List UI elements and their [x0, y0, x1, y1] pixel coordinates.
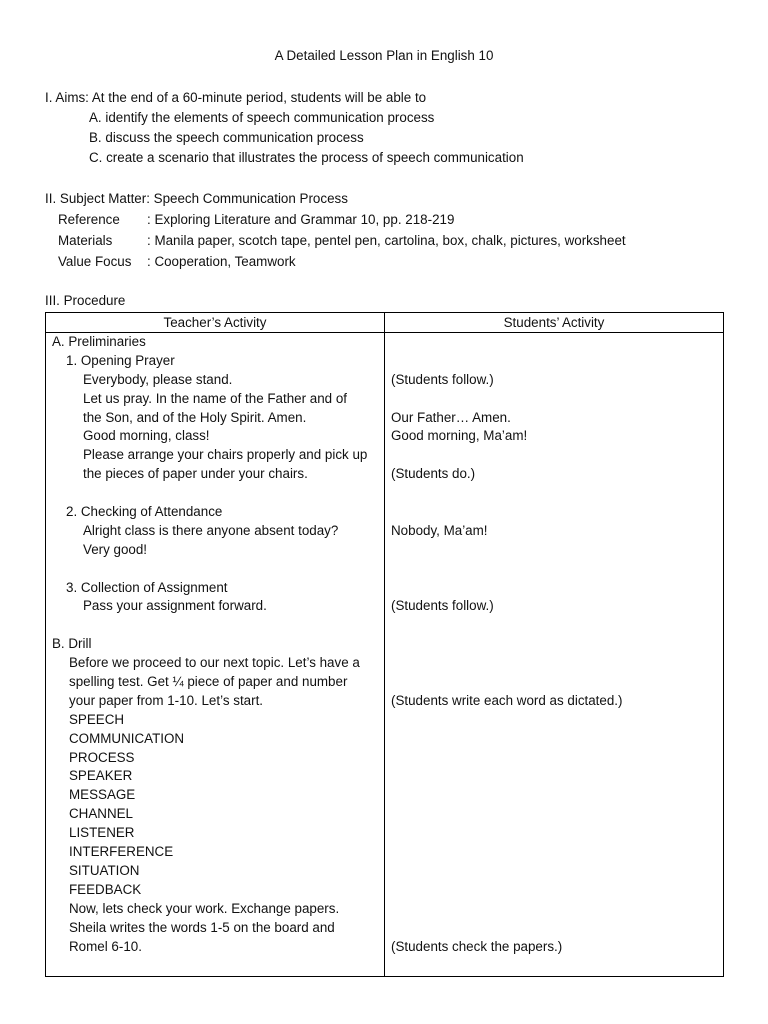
- teacher-line: [46, 560, 384, 579]
- students-line: [385, 824, 723, 843]
- students-line: [385, 730, 723, 749]
- teacher-line: CHANNEL: [69, 806, 133, 822]
- teacher-line: Sheila writes the words 1-5 on the board and: [69, 919, 335, 935]
- students-activity-column: [385, 333, 724, 977]
- students-line: [385, 484, 723, 503]
- procedure-heading: III. Procedure: [45, 293, 126, 308]
- students-line: [385, 749, 723, 768]
- aims-section: [45, 88, 524, 168]
- teacher-line: SPEECH: [69, 711, 125, 727]
- aim-item-b: B. discuss the speech communication process: [89, 130, 364, 145]
- students-line: [385, 881, 723, 900]
- teacher-line: 1. Opening Prayer: [66, 352, 175, 368]
- students-line: [385, 616, 723, 635]
- subject-matter-heading: II. Subject Matter: Speech Communication Process: [45, 191, 348, 206]
- students-line: (Students check the papers.): [391, 938, 563, 954]
- teacher-line: Pass your assignment forward.: [83, 598, 267, 614]
- students-line: [385, 541, 723, 560]
- document-title: A Detailed Lesson Plan in English 10: [274, 48, 494, 63]
- students-line: [385, 919, 723, 938]
- teacher-line: Let us pray. In the name of the Father and of: [83, 390, 348, 406]
- teacher-line: Good morning, class!: [83, 428, 210, 444]
- students-line: [385, 711, 723, 730]
- aims-heading: I. Aims: At the end of a 60-minute period, students will be able to: [45, 90, 427, 105]
- students-line: [385, 673, 723, 692]
- teacher-line: your paper from 1-10. Let’s start.: [69, 692, 264, 708]
- teacher-line: B. Drill: [52, 636, 92, 652]
- aim-item-c: C. create a scenario that illustrates the process of speech communication: [89, 150, 524, 165]
- value-focus-row: [45, 252, 348, 273]
- teacher-line: Please arrange your chairs properly and pick up: [83, 447, 368, 463]
- teacher-line: Everybody, please stand.: [83, 371, 233, 387]
- teacher-line: 3. Collection of Assignment: [66, 579, 228, 595]
- students-line: [385, 900, 723, 919]
- reference-value: : Exploring Literature and Grammar 10, pp. 218-219: [147, 212, 455, 227]
- teacher-line: spelling test. Get ¼ piece of paper and number: [69, 674, 348, 690]
- teacher-line: FEEDBACK: [69, 881, 142, 897]
- teacher-line: Now, lets check your work. Exchange papers.: [69, 900, 340, 916]
- materials-label: Materials: [58, 233, 113, 248]
- students-line: Our Father… Amen.: [391, 409, 511, 425]
- value-focus-label: Value Focus: [58, 254, 132, 269]
- materials-row: [45, 231, 626, 252]
- students-line: (Students do.): [391, 466, 476, 482]
- teacher-line: SITUATION: [69, 862, 140, 878]
- procedure-table-header: [46, 313, 724, 333]
- students-line: [385, 579, 723, 598]
- teacher-line: the Son, and of the Holy Spirit. Amen.: [83, 409, 307, 425]
- teacher-line: MESSAGE: [69, 787, 136, 803]
- students-line: (Students follow.): [391, 598, 494, 614]
- students-line: [385, 862, 723, 881]
- aim-item-a: A. identify the elements of speech communication process: [89, 110, 435, 125]
- students-line: [385, 767, 723, 786]
- teacher-line: Romel 6-10.: [69, 938, 142, 954]
- students-line: Nobody, Ma’am!: [391, 522, 488, 538]
- teacher-line: [46, 616, 384, 635]
- students-line: [385, 805, 723, 824]
- students-line: (Students write each word as dictated.): [391, 692, 623, 708]
- subject-matter-section: [45, 189, 626, 273]
- teacher-line: LISTENER: [69, 825, 135, 841]
- students-line: [385, 333, 723, 352]
- students-line: [385, 390, 723, 409]
- teacher-line: the pieces of paper under your chairs.: [83, 466, 308, 482]
- teacher-activity-column: [46, 333, 385, 977]
- teacher-line: INTERFERENCE: [69, 844, 174, 860]
- students-line: Good morning, Ma’am!: [391, 428, 528, 444]
- teacher-line: Alright class is there anyone absent today?: [83, 522, 339, 538]
- teacher-line: COMMUNICATION: [69, 730, 185, 746]
- students-activity-header: Students’ Activity: [385, 313, 724, 333]
- teacher-line: 2. Checking of Attendance: [66, 504, 223, 520]
- students-line: [385, 352, 723, 371]
- value-focus-value: : Cooperation, Teamwork: [147, 254, 296, 269]
- students-line: [385, 654, 723, 673]
- students-line: [385, 560, 723, 579]
- students-line: [385, 635, 723, 654]
- students-line: [385, 786, 723, 805]
- reference-label: Reference: [58, 212, 120, 227]
- teacher-line: Before we proceed to our next topic. Let’s have a: [69, 655, 360, 671]
- students-line: [385, 446, 723, 465]
- teacher-line: A. Preliminaries: [52, 334, 146, 349]
- teacher-activity-header: Teacher’s Activity: [46, 313, 385, 333]
- students-line: [385, 843, 723, 862]
- teacher-line: Very good!: [83, 541, 148, 557]
- procedure-table: [45, 312, 724, 977]
- reference-row: [45, 210, 455, 231]
- materials-value: : Manila paper, scotch tape, pentel pen, cartolina, box, chalk, pictures, worksheet: [147, 233, 626, 248]
- students-line: (Students follow.): [391, 371, 494, 387]
- teacher-line: PROCESS: [69, 749, 135, 765]
- teacher-line: SPEAKER: [69, 768, 133, 784]
- students-line: [385, 503, 723, 522]
- teacher-line: [46, 484, 384, 503]
